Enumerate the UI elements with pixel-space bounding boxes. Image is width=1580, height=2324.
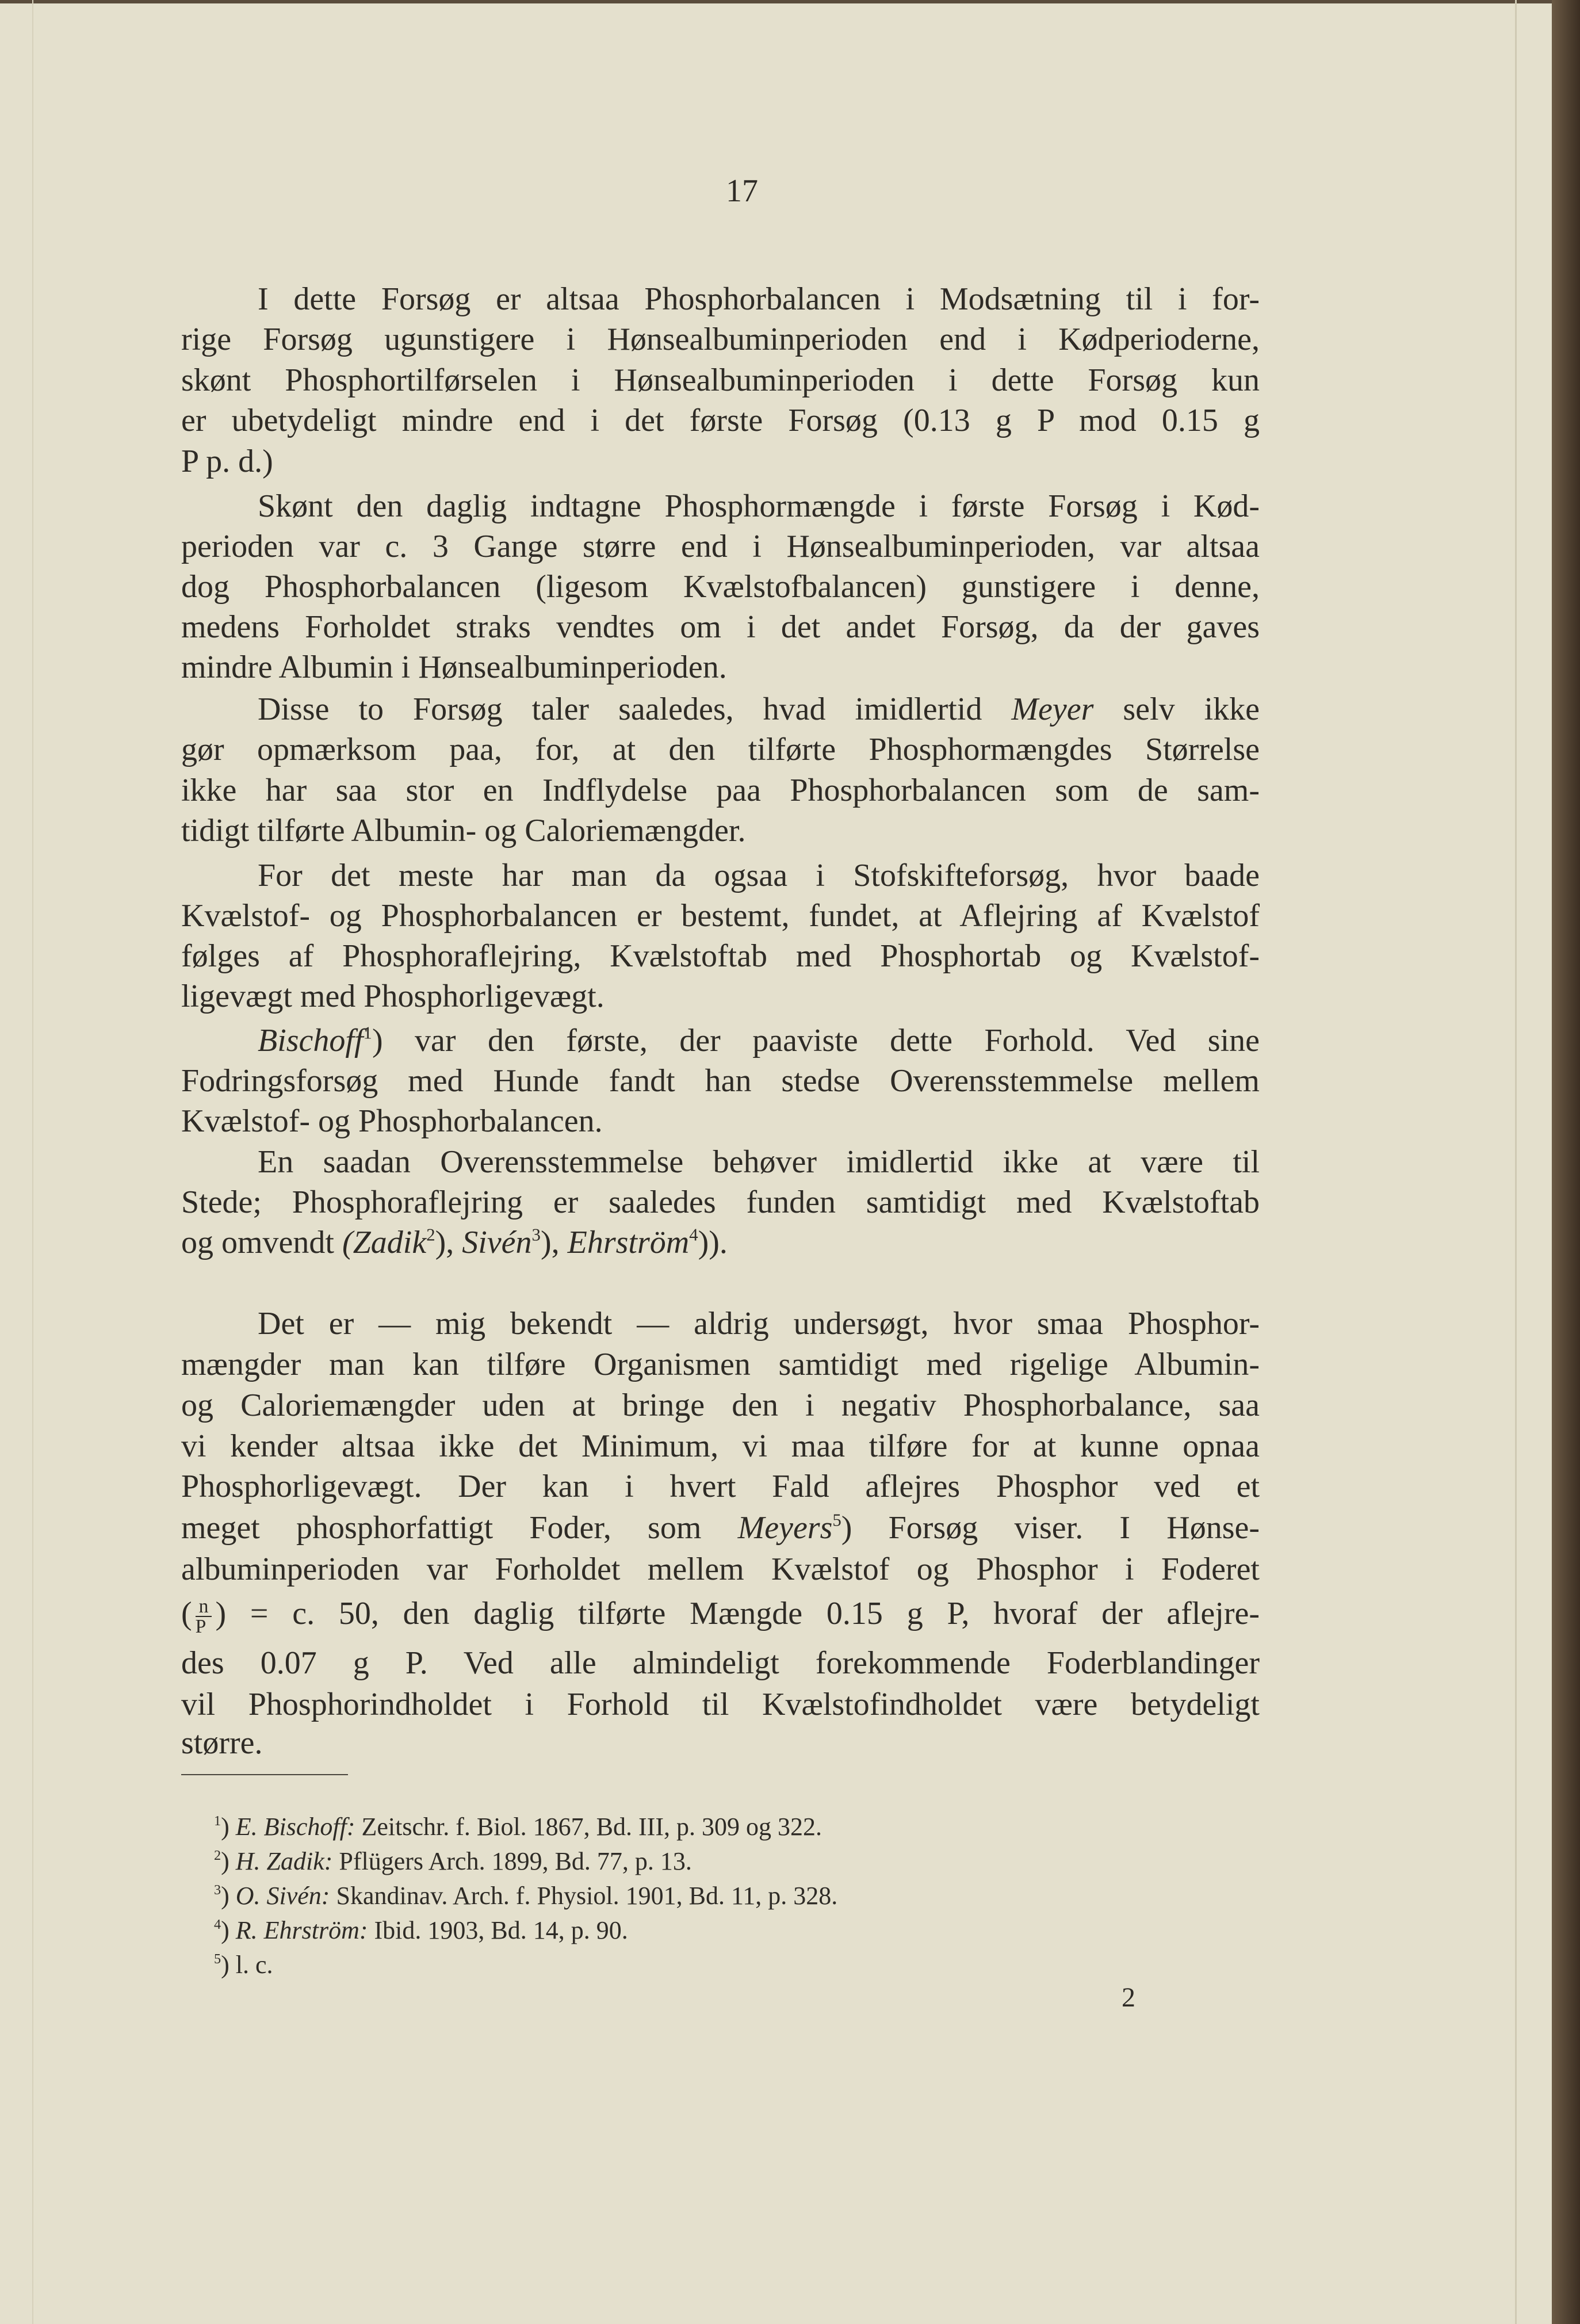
text-run: ligevægt med Phosphorligevægt. [181,978,605,1014]
text-run: Kvælstof- og Phosphorbalancen. [181,1103,603,1139]
text-line [181,1643,1260,1683]
footnote-number: 1 [214,1813,221,1829]
text-run: vi kender altsaa ikke det Minimum, vi maa tilføre for at kunne opnaa [181,1428,1260,1464]
footnote-rule [181,1774,348,1775]
text-run: )). [698,1225,728,1260]
signature-mark: 2 [1122,1982,1135,2013]
footnote-reference: Ibid. 1903, Bd. 14, p. 90. [374,1916,628,1944]
text-line [258,689,1260,729]
text-line [258,855,1260,896]
text-run: P p. d.) [181,444,273,479]
text-line [181,1385,1260,1425]
text-run: perioden var c. 3 Gange større end i Hønsealbuminperioden, var altsaa [181,529,1260,564]
text-line [181,400,1260,441]
text-run: gør opmærksom paa, for, at den tilførte Phosphormængdes Størrelse [181,732,1260,767]
text-run: Stede; Phosphoraflejring er saaledes funden samtidigt med Kvælstoftab [181,1184,1260,1220]
text-run: rige Forsøg ugunstigere i Hønsealbuminperioden end i Kødperioderne, [181,322,1260,357]
text-line [181,360,1260,400]
text-line [181,441,1260,481]
text-line [258,1142,1260,1182]
text-line [181,1344,1260,1385]
footnote: $^4$) R. Ehrström: Ibid. 1903, Bd. 14, p. 90. [214,1916,628,1944]
text-line [181,1593,1260,1637]
text-line [181,976,1260,1016]
text-line [181,1684,1260,1725]
footnote-reference: Zeitschr. f. Biol. 1867, Bd. III, p. 309 og 322. [361,1813,822,1841]
text-run: meget phosphorfattigt Foder, som [181,1510,738,1546]
footnote-author: O. Sivén: [235,1882,330,1910]
fraction-n-over-p [196,1597,212,1637]
footnote-author: H. Zadik: [235,1847,333,1875]
text-run: ), [435,1225,462,1260]
text-line [181,1426,1260,1466]
text-run: vil Phosphorindholdet i Forhold til Kvælstofindholdet være betydeligt [181,1687,1260,1722]
footnote-author: E. Bischoff: [235,1813,355,1841]
text-line [181,1061,1260,1101]
footnote: $^5$) l. c. [214,1951,273,1979]
text-run: medens Forholdet straks vendtes om i det andet Forsøg, da der gaves [181,609,1260,645]
text-line [181,936,1260,976]
text-line [181,770,1260,811]
italic-name: (Zadik [342,1225,427,1260]
italic-name: Meyer [1011,691,1094,727]
text-line [258,1304,1260,1344]
text-run: ikke har saa stor en Indflydelse paa Phosphorbalancen som de sam- [181,773,1260,808]
text-run: er ubetydeligt mindre end i det første Forsøg (0.13 g P mod 0.15 g [181,403,1260,438]
text-line [181,1101,1260,1141]
text-run: mængder man kan tilføre Organismen samtidigt med rigelige Albumin- [181,1347,1260,1382]
text-run: des 0.07 g P. Ved alle almindeligt forekommende Foderblandinger [181,1645,1260,1681]
text-line [181,811,1260,851]
fraction-denominator: P [195,1616,206,1638]
footnote: $^2$) H. Zadik: Pflügers Arch. 1899, Bd. 77, p. 13. [214,1847,692,1875]
text-run: ), [540,1225,568,1260]
text-run: Skønt den daglig indtagne Phosphormængde i første Forsøg i Kød- [258,488,1260,524]
footnote-ref: 2 [426,1225,435,1245]
text-run: Fodringsforsøg med Hunde fandt han stedse Overensstemmelse mellem [181,1063,1260,1099]
text-line [181,1466,1260,1507]
footnote-ref: 4 [689,1225,698,1245]
italic-name: Meyers [737,1510,833,1546]
text-run: selv ikke [1093,691,1260,727]
page-top-edge [0,0,1580,3]
footnote-number: 4 [214,1917,221,1933]
footnote-reference: l. c. [235,1951,273,1979]
text-run: albuminperioden var Forholdet mellem Kvælstof og Phosphor i Foderet [181,1551,1260,1587]
text-run: I dette Forsøg er altsaa Phosphorbalancen i Modsætning til i for- [258,281,1260,317]
text-run: En saadan Overensstemmelse behøver imidlertid ikke at være til [258,1144,1260,1180]
fraction-numerator: n [196,1597,212,1618]
text-line [181,567,1260,607]
page-number: 17 [726,173,758,209]
footnote-reference: Pflügers Arch. 1899, Bd. 77, p. 13. [339,1847,692,1875]
text-line [181,1723,1260,1763]
text-run: mindre Albumin i Hønsealbuminperioden. [181,649,727,685]
text-run: ) Forsøg viser. I Hønse- [841,1510,1260,1546]
italic-name: Sivén [462,1225,532,1260]
text-line [181,896,1260,936]
text-line [258,1020,1260,1061]
footnote-number: 2 [214,1848,221,1864]
text-run: større. [181,1725,263,1761]
text-run: Kvælstof- og Phosphorbalancen er bestemt, fundet, at Aflejring af Kvælstof [181,898,1260,934]
text-run: følges af Phosphoraflejring, Kvælstoftab med Phosphortab og Kvælstof- [181,938,1260,974]
text-line [258,279,1260,319]
footnote-ref: 5 [832,1510,841,1530]
footnote-ref: 1 [363,1023,372,1043]
text-run: ( [181,1596,192,1631]
footnote-reference: Skandinav. Arch. f. Physiol. 1901, Bd. 11, p. 328. [336,1882,838,1910]
text-line [181,1549,1260,1589]
italic-name: Bischoff [258,1023,364,1058]
text-line [181,319,1260,360]
footnote-author: R. Ehrström: [235,1916,368,1944]
text-run: skønt Phosphortilførselen i Hønsealbuminperioden i dette Forsøg kun [181,362,1260,398]
italic-name: Ehrström [567,1225,690,1260]
text-line [181,607,1260,647]
text-run: og Caloriemængder uden at bringe den i negativ Phosphorbalance, saa [181,1387,1260,1423]
text-run: Det er — mig bekendt — aldrig undersøgt, hvor smaa Phosphor- [258,1306,1260,1341]
text-line [181,647,1260,687]
page-left-edge [32,0,33,2324]
text-line [181,526,1260,567]
footnote-ref: 3 [531,1225,541,1245]
footnote-number: 3 [214,1882,221,1898]
page-fold-line [1515,0,1517,2324]
text-line [181,729,1260,770]
text-line [181,1508,1260,1548]
text-run: Phosphorligevægt. Der kan i hvert Fald aflejres Phosphor ved et [181,1469,1260,1504]
text-run: ) var den første, der paaviste dette Forhold. Ved sine [372,1023,1260,1058]
book-spine-edge [1552,0,1580,2324]
text-run: og omvendt [181,1225,342,1260]
text-line [181,1222,1260,1263]
text-run: For det meste har man da ogsaa i Stofskifteforsøg, hvor baade [258,858,1260,893]
text-run: tidigt tilførte Albumin- og Caloriemængder. [181,813,746,848]
text-line [181,1182,1260,1222]
text-run: dog Phosphorbalancen (ligesom Kvælstofbalancen) gunstigere i denne, [181,569,1260,605]
footnote: $^1$) E. Bischoff: Zeitschr. f. Biol. 1867, Bd. III, p. 309 og 322. [214,1813,822,1841]
text-run: Disse to Forsøg taler saaledes, hvad imidlertid [258,691,1012,727]
footnote-number: 5 [214,1951,221,1967]
text-line [258,486,1260,526]
text-run: ) = c. 50, den daglig tilførte Mængde 0.15 g P, hvoraf der aflejre- [215,1596,1260,1631]
footnote: $^3$) O. Sivén: Skandinav. Arch. f. Physiol. 1901, Bd. 11, p. 328. [214,1882,838,1910]
